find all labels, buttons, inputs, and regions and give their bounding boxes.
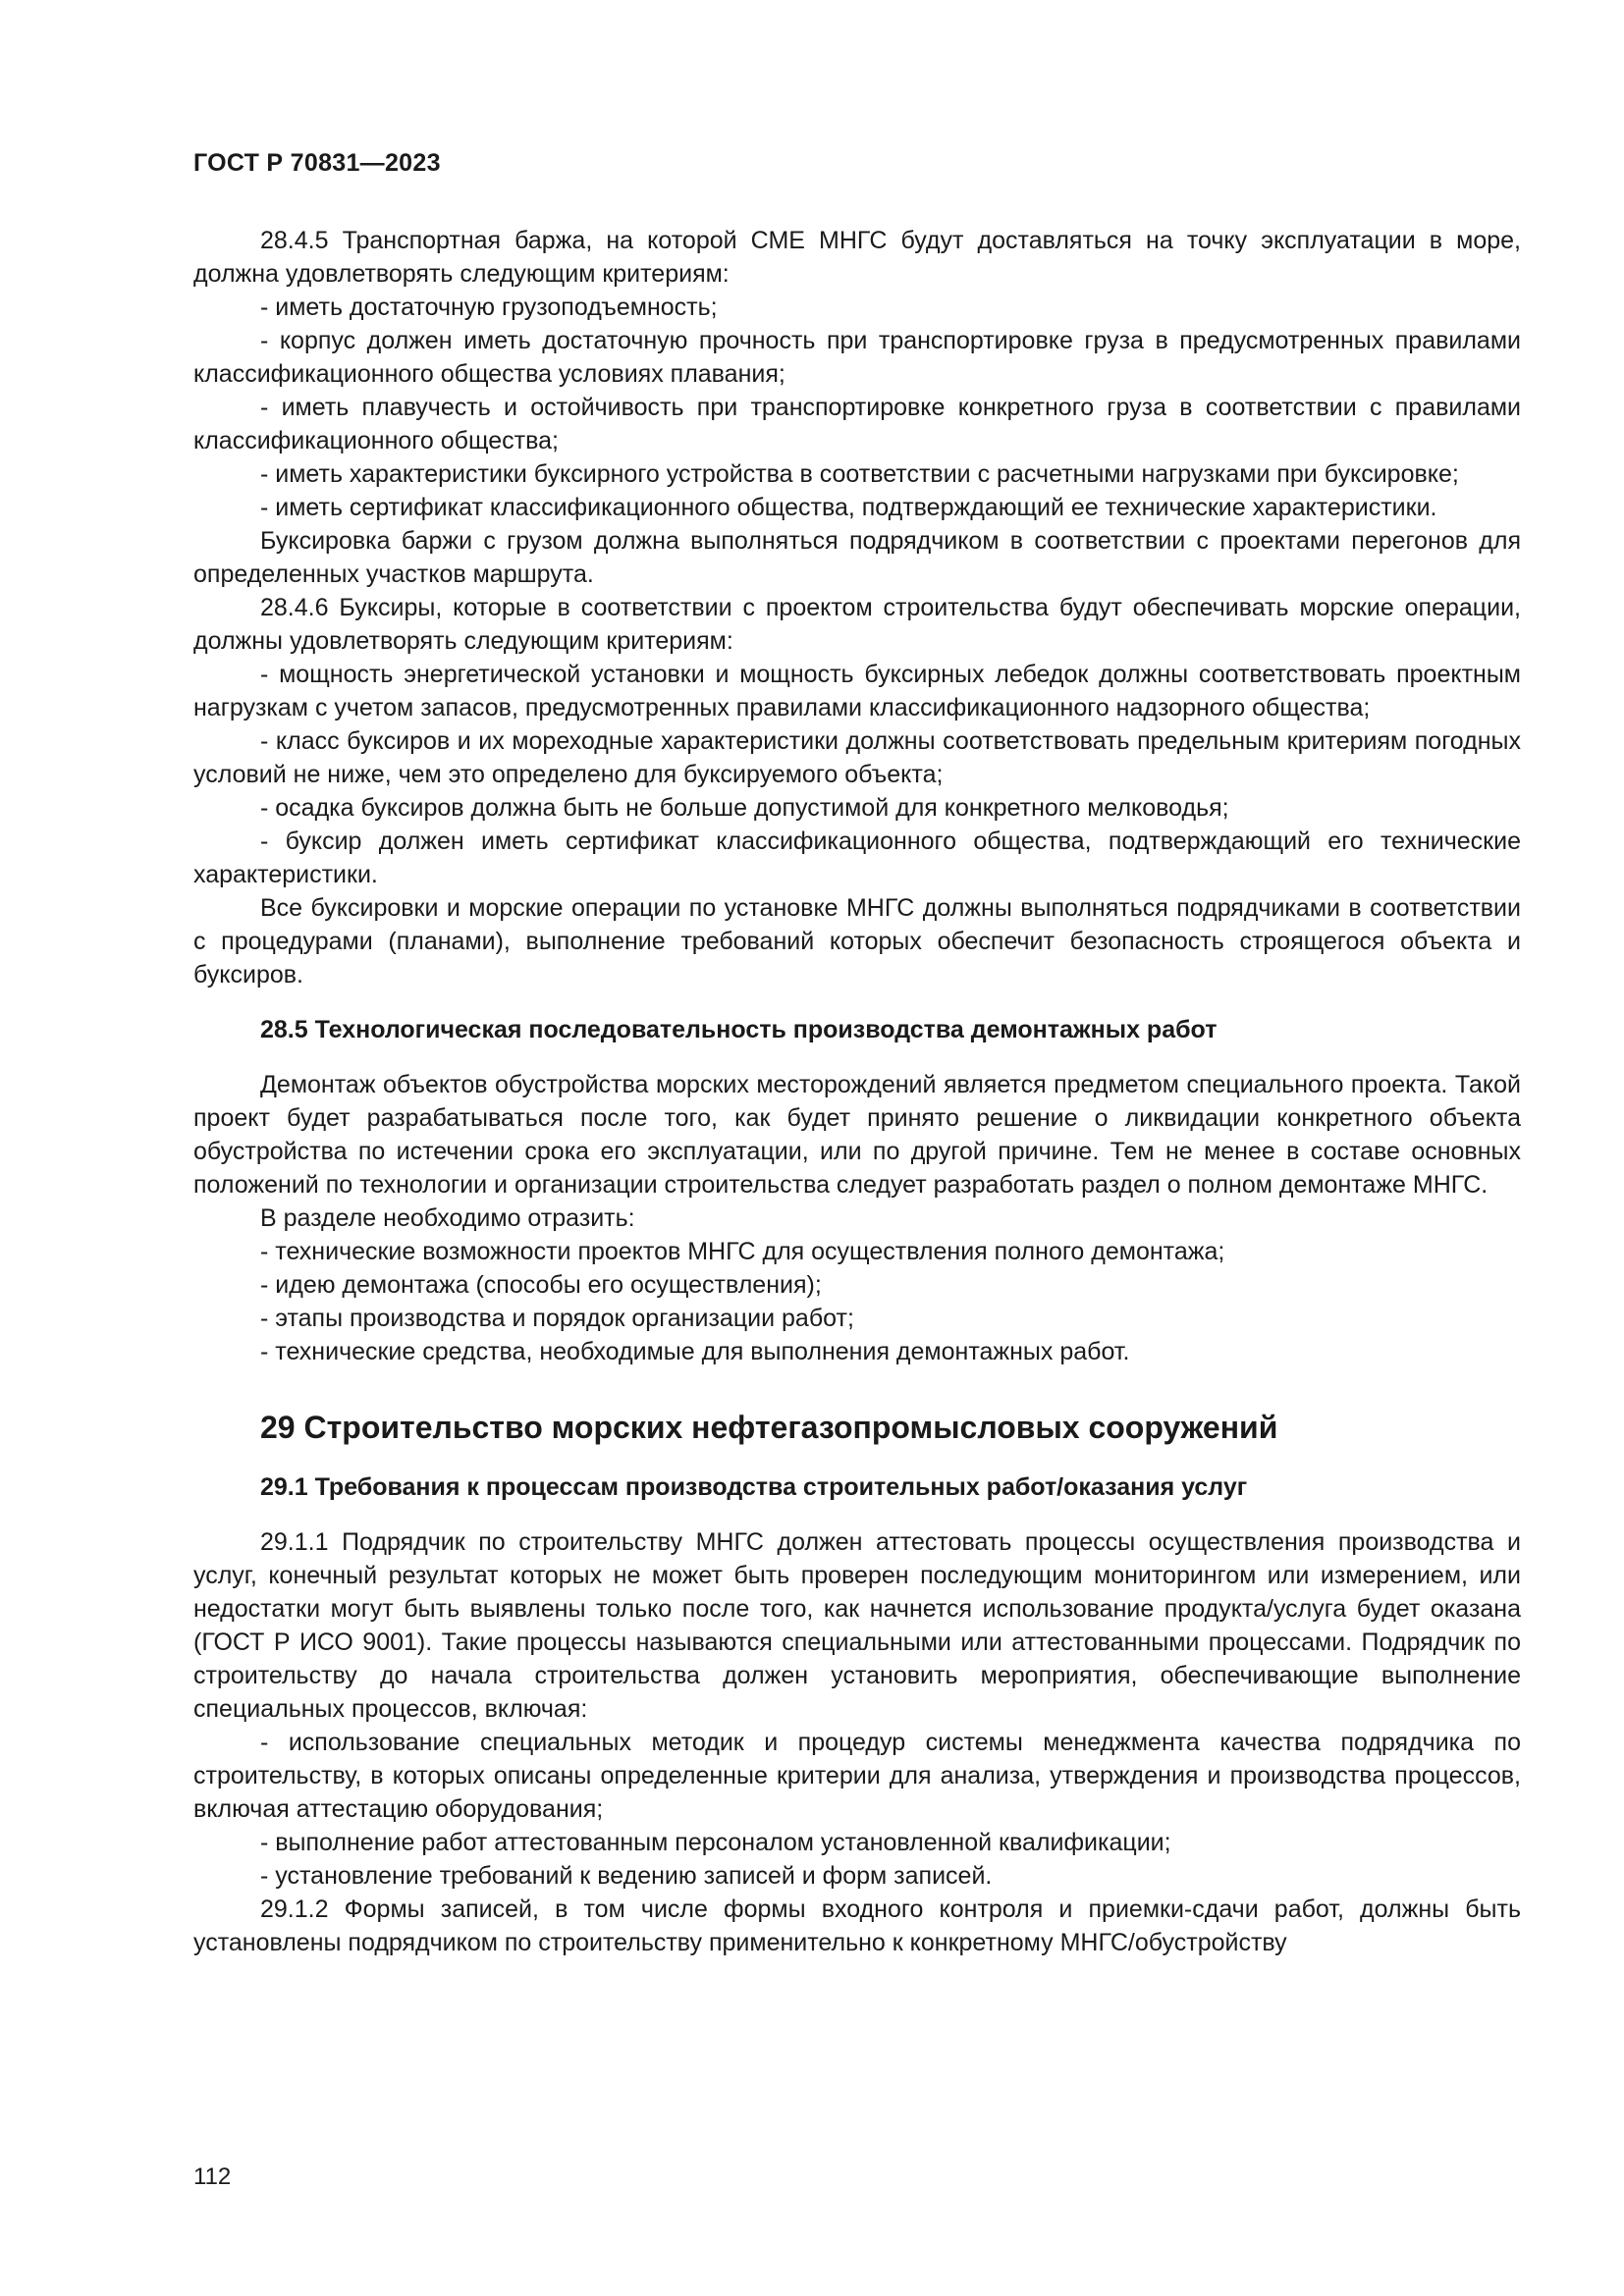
section-29-heading: 29 Строительство морских нефтегазопромысловых сооружений xyxy=(260,1410,1278,1445)
clause-28-4-5-closing: Буксировка баржи с грузом должна выполняться подрядчиком в соответствии с проектами перегонов для определенных участков маршрута. xyxy=(193,527,1521,588)
page-body xyxy=(193,224,1521,1959)
section-28-5-paragraph: В разделе необходимо отразить: xyxy=(260,1204,635,1232)
list-item: - класс буксиров и их мореходные характеристики должны соответствовать предельным критериям погодных условий не ниже, чем это определено для буксируемого объекта; xyxy=(193,727,1521,788)
list-item: - иметь сертификат классификационного общества, подтверждающий ее технические характеристики. xyxy=(260,494,1437,521)
clause-29-1-1: 29.1.1 Подрядчик по строительству МНГС должен аттестовать процессы осуществления производства и услуг, конечный результат которых не может быть проверен последующим мониторингом или измерением, или недостатки могут быть выявлены только после того, как начнется использование продукта/услуга будет оказана (ГОСТ Р ИСО 9001). Такие процессы называются специальными или аттестованными процессами. Подрядчик по строительству до начала строительства должен установить мероприятия, обеспечивающие выполнение специальных процессов, включая: xyxy=(193,1528,1521,1723)
clause-28-4-6-intro: 28.4.6 Буксиры, которые в соответствии с проектом строительства будут обеспечивать морские операции, должны удовлетворять следующим критериям: xyxy=(193,594,1521,655)
clause-28-4-6-closing: Все буксировки и морские операции по установке МНГС должны выполняться подрядчиками в соответствии с процедурами (планами), выполнение требований которых обеспечит безопасность строящегося объекта и буксиров. xyxy=(193,894,1521,988)
list-item: - иметь характеристики буксирного устройства в соответствии с расчетными нагрузками при буксировке; xyxy=(260,460,1459,488)
list-item: - идею демонтажа (способы его осуществления); xyxy=(260,1271,822,1299)
list-item: - буксир должен иметь сертификат классификационного общества, подтверждающий его технические характеристики. xyxy=(193,828,1521,888)
list-item: - корпус должен иметь достаточную прочность при транспортировке груза в предусмотренных правилами классификационного общества условиях плавания; xyxy=(193,327,1521,388)
page-number: 112 xyxy=(193,2163,232,2190)
list-item: - технические возможности проектов МНГС для осуществления полного демонтажа; xyxy=(260,1238,1225,1265)
clause-29-1-2: 29.1.2 Формы записей, в том числе формы входного контроля и приемки-сдачи работ, должны быть установлены подрядчиком по строительству применительно к конкретному МНГС/обустройству xyxy=(193,1896,1521,1956)
list-item: - установление требований к ведению записей и форм записей. xyxy=(260,1862,993,1890)
list-item: - иметь плавучесть и остойчивость при транспортировке конкретного груза в соответствии с правилами классификационного общества; xyxy=(193,394,1521,454)
list-item: - мощность энергетической установки и мощность буксирных лебедок должны соответствовать проектным нагрузкам с учетом запасов, предусмотренных правилами классификационного надзорного общества; xyxy=(193,661,1521,721)
list-item: - иметь достаточную грузоподъемность; xyxy=(260,294,718,321)
section-28-5-paragraph: Демонтаж объектов обустройства морских месторождений является предметом специального проекта. Такой проект будет разрабатываться после того, как будет принято решение о ликвидации конкретного объекта обустройства по истечении срока его эксплуатации, или по другой причине. Тем не менее в составе основных положений по технологии и организации строительства следует разработать раздел о полном демонтаже МНГС. xyxy=(193,1071,1521,1199)
document-code-header: ГОСТ Р 70831—2023 xyxy=(193,149,441,177)
section-29-1-heading: 29.1 Требования к процессам производства строительных работ/оказания услуг xyxy=(260,1473,1248,1501)
list-item: - этапы производства и порядок организации работ; xyxy=(260,1305,854,1332)
list-item: - использование специальных методик и процедур системы менеджмента качества подрядчика по строительству, в которых описаны определенные критерии для анализа, утверждения и производства процессов, включая аттестацию оборудования; xyxy=(193,1729,1521,1823)
list-item: - осадка буксиров должна быть не больше допустимой для конкретного мелководья; xyxy=(260,794,1229,822)
list-item: - выполнение работ аттестованным персоналом установленной квалификации; xyxy=(260,1829,1171,1856)
clause-28-4-5-intro: 28.4.5 Транспортная баржа, на которой СМЕ МНГС будут доставляться на точку эксплуатации в море, должна удовлетворять следующим критериям: xyxy=(193,227,1521,288)
list-item: - технические средства, необходимые для выполнения демонтажных работ. xyxy=(260,1338,1130,1365)
section-28-5-heading: 28.5 Технологическая последовательность производства демонтажных работ xyxy=(260,1016,1218,1043)
